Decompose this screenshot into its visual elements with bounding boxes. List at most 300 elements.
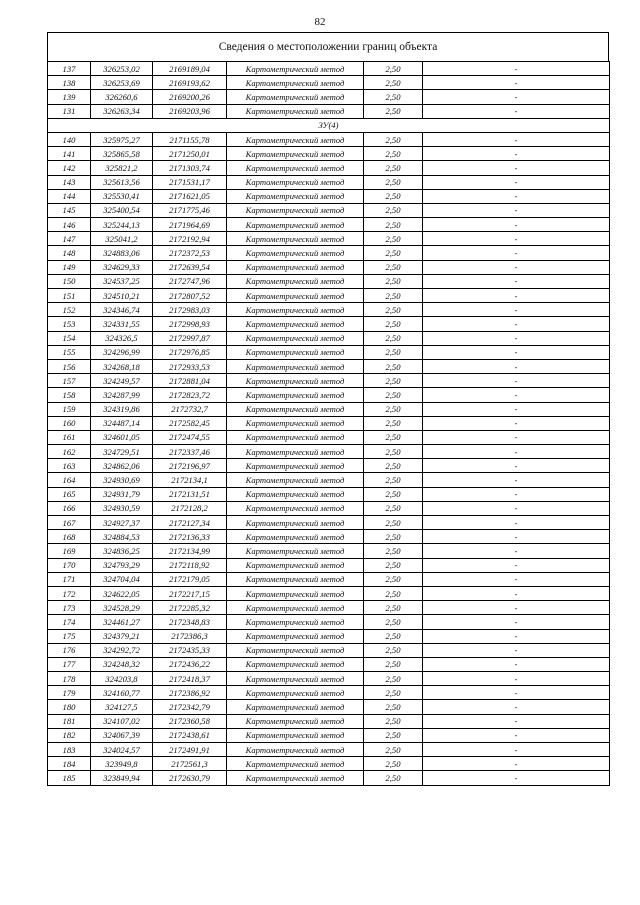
method-cell: Картометрический метод bbox=[227, 90, 364, 104]
y-coordinate-cell: 2171621,05 bbox=[153, 189, 227, 203]
point-number-cell: 156 bbox=[48, 359, 91, 373]
method-cell: Картометрический метод bbox=[227, 175, 364, 189]
y-coordinate-cell: 2172436,22 bbox=[153, 657, 227, 671]
note-cell: - bbox=[423, 501, 610, 515]
point-number-cell: 169 bbox=[48, 544, 91, 558]
note-cell: - bbox=[423, 672, 610, 686]
y-coordinate-cell: 2172474,55 bbox=[153, 430, 227, 444]
note-cell: - bbox=[423, 218, 610, 232]
method-cell: Картометрический метод bbox=[227, 345, 364, 359]
method-cell: Картометрический метод bbox=[227, 331, 364, 345]
x-coordinate-cell: 324296,99 bbox=[91, 345, 153, 359]
point-number-cell: 152 bbox=[48, 303, 91, 317]
method-cell: Картометрический метод bbox=[227, 203, 364, 217]
accuracy-cell: 2,50 bbox=[364, 700, 423, 714]
y-coordinate-cell: 2172118,92 bbox=[153, 558, 227, 572]
point-number-cell: 166 bbox=[48, 501, 91, 515]
y-coordinate-cell: 2171775,46 bbox=[153, 203, 227, 217]
accuracy-cell: 2,50 bbox=[364, 62, 423, 76]
x-coordinate-cell: 324379,21 bbox=[91, 629, 153, 643]
y-coordinate-cell: 2172342,79 bbox=[153, 700, 227, 714]
method-cell: Картометрический метод bbox=[227, 317, 364, 331]
x-coordinate-cell: 325530,41 bbox=[91, 189, 153, 203]
accuracy-cell: 2,50 bbox=[364, 218, 423, 232]
table-row bbox=[48, 76, 610, 90]
table-row bbox=[48, 388, 610, 402]
note-cell: - bbox=[423, 586, 610, 600]
y-coordinate-cell: 2172136,33 bbox=[153, 530, 227, 544]
table-row bbox=[48, 402, 610, 416]
x-coordinate-cell: 325975,27 bbox=[91, 132, 153, 146]
y-coordinate-cell: 2172639,54 bbox=[153, 260, 227, 274]
note-cell: - bbox=[423, 203, 610, 217]
point-number-cell: 147 bbox=[48, 232, 91, 246]
note-cell: - bbox=[423, 374, 610, 388]
table-row bbox=[48, 232, 610, 246]
y-coordinate-cell: 2172561,3 bbox=[153, 757, 227, 771]
point-number-cell: 176 bbox=[48, 643, 91, 657]
accuracy-cell: 2,50 bbox=[364, 714, 423, 728]
coordinates-table-body bbox=[48, 62, 610, 786]
table-row bbox=[48, 516, 610, 530]
y-coordinate-cell: 2172630,79 bbox=[153, 771, 227, 785]
method-cell: Картометрический метод bbox=[227, 728, 364, 742]
point-number-cell: 170 bbox=[48, 558, 91, 572]
table-row bbox=[48, 260, 610, 274]
y-coordinate-cell: 2169189,04 bbox=[153, 62, 227, 76]
x-coordinate-cell: 324528,29 bbox=[91, 601, 153, 615]
x-coordinate-cell: 324793,29 bbox=[91, 558, 153, 572]
coordinates-table bbox=[47, 61, 610, 786]
accuracy-cell: 2,50 bbox=[364, 289, 423, 303]
table-row bbox=[48, 161, 610, 175]
x-coordinate-cell: 325613,56 bbox=[91, 175, 153, 189]
note-cell: - bbox=[423, 700, 610, 714]
accuracy-cell: 2,50 bbox=[364, 643, 423, 657]
table-row bbox=[48, 132, 610, 146]
method-cell: Картометрический метод bbox=[227, 161, 364, 175]
x-coordinate-cell: 324319,86 bbox=[91, 402, 153, 416]
x-coordinate-cell: 324292,72 bbox=[91, 643, 153, 657]
point-number-cell: 162 bbox=[48, 445, 91, 459]
y-coordinate-cell: 2172360,58 bbox=[153, 714, 227, 728]
accuracy-cell: 2,50 bbox=[364, 728, 423, 742]
accuracy-cell: 2,50 bbox=[364, 203, 423, 217]
point-number-cell: 143 bbox=[48, 175, 91, 189]
method-cell: Картометрический метод bbox=[227, 601, 364, 615]
point-number-cell: 165 bbox=[48, 487, 91, 501]
y-coordinate-cell: 2172128,2 bbox=[153, 501, 227, 515]
method-cell: Картометрический метод bbox=[227, 189, 364, 203]
method-cell: Картометрический метод bbox=[227, 686, 364, 700]
note-cell: - bbox=[423, 601, 610, 615]
y-coordinate-cell: 2172192,94 bbox=[153, 232, 227, 246]
y-coordinate-cell: 2172337,46 bbox=[153, 445, 227, 459]
method-cell: Картометрический метод bbox=[227, 530, 364, 544]
y-coordinate-cell: 2172285,32 bbox=[153, 601, 227, 615]
table-row bbox=[48, 289, 610, 303]
accuracy-cell: 2,50 bbox=[364, 544, 423, 558]
y-coordinate-cell: 2172998,93 bbox=[153, 317, 227, 331]
method-cell: Картометрический метод bbox=[227, 459, 364, 473]
table-row bbox=[48, 459, 610, 473]
y-coordinate-cell: 2172976,85 bbox=[153, 345, 227, 359]
table-row bbox=[48, 359, 610, 373]
point-number-cell: 183 bbox=[48, 743, 91, 757]
method-cell: Картометрический метод bbox=[227, 572, 364, 586]
method-cell: Картометрический метод bbox=[227, 672, 364, 686]
note-cell: - bbox=[423, 572, 610, 586]
note-cell: - bbox=[423, 445, 610, 459]
table-row bbox=[48, 317, 610, 331]
y-coordinate-cell: 2172747,96 bbox=[153, 274, 227, 288]
method-cell: Картометрический метод bbox=[227, 643, 364, 657]
accuracy-cell: 2,50 bbox=[364, 416, 423, 430]
method-cell: Картометрический метод bbox=[227, 757, 364, 771]
method-cell: Картометрический метод bbox=[227, 771, 364, 785]
note-cell: - bbox=[423, 487, 610, 501]
method-cell: Картометрический метод bbox=[227, 416, 364, 430]
x-coordinate-cell: 324930,59 bbox=[91, 501, 153, 515]
point-number-cell: 179 bbox=[48, 686, 91, 700]
note-cell: - bbox=[423, 771, 610, 785]
table-row bbox=[48, 473, 610, 487]
point-number-cell: 137 bbox=[48, 62, 91, 76]
x-coordinate-cell: 325821,2 bbox=[91, 161, 153, 175]
x-coordinate-cell: 324510,21 bbox=[91, 289, 153, 303]
note-cell: - bbox=[423, 629, 610, 643]
note-cell: - bbox=[423, 530, 610, 544]
method-cell: Картометрический метод bbox=[227, 232, 364, 246]
method-cell: Картометрический метод bbox=[227, 76, 364, 90]
method-cell: Картометрический метод bbox=[227, 274, 364, 288]
point-number-cell: 177 bbox=[48, 657, 91, 671]
y-coordinate-cell: 2171531,17 bbox=[153, 175, 227, 189]
y-coordinate-cell: 2171155,78 bbox=[153, 132, 227, 146]
y-coordinate-cell: 2172491,91 bbox=[153, 743, 227, 757]
point-number-cell: 142 bbox=[48, 161, 91, 175]
point-number-cell: 172 bbox=[48, 586, 91, 600]
accuracy-cell: 2,50 bbox=[364, 771, 423, 785]
table-row bbox=[48, 544, 610, 558]
x-coordinate-cell: 324024,57 bbox=[91, 743, 153, 757]
note-cell: - bbox=[423, 274, 610, 288]
note-cell: - bbox=[423, 331, 610, 345]
y-coordinate-cell: 2172196,97 bbox=[153, 459, 227, 473]
x-coordinate-cell: 323849,94 bbox=[91, 771, 153, 785]
x-coordinate-cell: 324927,37 bbox=[91, 516, 153, 530]
x-coordinate-cell: 324729,51 bbox=[91, 445, 153, 459]
accuracy-cell: 2,50 bbox=[364, 147, 423, 161]
note-cell: - bbox=[423, 416, 610, 430]
table-row bbox=[48, 331, 610, 345]
x-coordinate-cell: 324883,06 bbox=[91, 246, 153, 260]
x-coordinate-cell: 326260,6 bbox=[91, 90, 153, 104]
point-number-cell: 131 bbox=[48, 104, 91, 118]
note-cell: - bbox=[423, 246, 610, 260]
accuracy-cell: 2,50 bbox=[364, 345, 423, 359]
method-cell: Картометрический метод bbox=[227, 743, 364, 757]
note-cell: - bbox=[423, 161, 610, 175]
table-row bbox=[48, 203, 610, 217]
note-cell: - bbox=[423, 303, 610, 317]
x-coordinate-cell: 324067,39 bbox=[91, 728, 153, 742]
table-row bbox=[48, 303, 610, 317]
note-cell: - bbox=[423, 558, 610, 572]
table-row bbox=[48, 147, 610, 161]
x-coordinate-cell: 324107,02 bbox=[91, 714, 153, 728]
y-coordinate-cell: 2172179,05 bbox=[153, 572, 227, 586]
table-row bbox=[48, 643, 610, 657]
x-coordinate-cell: 324836,25 bbox=[91, 544, 153, 558]
table-row bbox=[48, 572, 610, 586]
accuracy-cell: 2,50 bbox=[364, 260, 423, 274]
note-cell: - bbox=[423, 516, 610, 530]
note-cell: - bbox=[423, 388, 610, 402]
note-cell: - bbox=[423, 90, 610, 104]
point-number-cell: 173 bbox=[48, 601, 91, 615]
x-coordinate-cell: 326263,34 bbox=[91, 104, 153, 118]
accuracy-cell: 2,50 bbox=[364, 487, 423, 501]
x-coordinate-cell: 324287,99 bbox=[91, 388, 153, 402]
accuracy-cell: 2,50 bbox=[364, 374, 423, 388]
note-cell: - bbox=[423, 757, 610, 771]
point-number-cell: 149 bbox=[48, 260, 91, 274]
y-coordinate-cell: 2171250,01 bbox=[153, 147, 227, 161]
accuracy-cell: 2,50 bbox=[364, 402, 423, 416]
y-coordinate-cell: 2172386,92 bbox=[153, 686, 227, 700]
point-number-cell: 154 bbox=[48, 331, 91, 345]
accuracy-cell: 2,50 bbox=[364, 175, 423, 189]
accuracy-cell: 2,50 bbox=[364, 757, 423, 771]
table-row bbox=[48, 686, 610, 700]
accuracy-cell: 2,50 bbox=[364, 317, 423, 331]
accuracy-cell: 2,50 bbox=[364, 686, 423, 700]
point-number-cell: 180 bbox=[48, 700, 91, 714]
table-row bbox=[48, 175, 610, 189]
method-cell: Картометрический метод bbox=[227, 104, 364, 118]
y-coordinate-cell: 2172823,72 bbox=[153, 388, 227, 402]
accuracy-cell: 2,50 bbox=[364, 445, 423, 459]
method-cell: Картометрический метод bbox=[227, 289, 364, 303]
x-coordinate-cell: 324622,05 bbox=[91, 586, 153, 600]
point-number-cell: 158 bbox=[48, 388, 91, 402]
accuracy-cell: 2,50 bbox=[364, 601, 423, 615]
table-row bbox=[48, 586, 610, 600]
method-cell: Картометрический метод bbox=[227, 487, 364, 501]
point-number-cell: 175 bbox=[48, 629, 91, 643]
y-coordinate-cell: 2172732,7 bbox=[153, 402, 227, 416]
x-coordinate-cell: 324249,57 bbox=[91, 374, 153, 388]
note-cell: - bbox=[423, 402, 610, 416]
y-coordinate-cell: 2172807,52 bbox=[153, 289, 227, 303]
note-cell: - bbox=[423, 147, 610, 161]
table-row bbox=[48, 601, 610, 615]
method-cell: Картометрический метод bbox=[227, 430, 364, 444]
y-coordinate-cell: 2172418,37 bbox=[153, 672, 227, 686]
x-coordinate-cell: 325244,13 bbox=[91, 218, 153, 232]
accuracy-cell: 2,50 bbox=[364, 501, 423, 515]
note-cell: - bbox=[423, 189, 610, 203]
point-number-cell: 160 bbox=[48, 416, 91, 430]
point-number-cell: 151 bbox=[48, 289, 91, 303]
table-row bbox=[48, 615, 610, 629]
page-number: 82 bbox=[314, 16, 326, 28]
y-coordinate-cell: 2169200,26 bbox=[153, 90, 227, 104]
method-cell: Картометрический метод bbox=[227, 558, 364, 572]
table-row bbox=[48, 743, 610, 757]
section-label: ЗУ(4) bbox=[48, 118, 610, 132]
y-coordinate-cell: 2172348,83 bbox=[153, 615, 227, 629]
method-cell: Картометрический метод bbox=[227, 147, 364, 161]
point-number-cell: 138 bbox=[48, 76, 91, 90]
accuracy-cell: 2,50 bbox=[364, 246, 423, 260]
x-coordinate-cell: 325400,54 bbox=[91, 203, 153, 217]
method-cell: Картометрический метод bbox=[227, 374, 364, 388]
table-row bbox=[48, 430, 610, 444]
accuracy-cell: 2,50 bbox=[364, 132, 423, 146]
method-cell: Картометрический метод bbox=[227, 501, 364, 515]
accuracy-cell: 2,50 bbox=[364, 672, 423, 686]
accuracy-cell: 2,50 bbox=[364, 743, 423, 757]
note-cell: - bbox=[423, 430, 610, 444]
x-coordinate-cell: 324930,69 bbox=[91, 473, 153, 487]
accuracy-cell: 2,50 bbox=[364, 459, 423, 473]
x-coordinate-cell: 324862,06 bbox=[91, 459, 153, 473]
accuracy-cell: 2,50 bbox=[364, 586, 423, 600]
point-number-cell: 163 bbox=[48, 459, 91, 473]
note-cell: - bbox=[423, 459, 610, 473]
accuracy-cell: 2,50 bbox=[364, 104, 423, 118]
note-cell: - bbox=[423, 260, 610, 274]
y-coordinate-cell: 2172134,1 bbox=[153, 473, 227, 487]
method-cell: Картометрический метод bbox=[227, 260, 364, 274]
method-cell: Картометрический метод bbox=[227, 700, 364, 714]
table-row bbox=[48, 714, 610, 728]
table-row bbox=[48, 530, 610, 544]
y-coordinate-cell: 2172435,33 bbox=[153, 643, 227, 657]
x-coordinate-cell: 324248,32 bbox=[91, 657, 153, 671]
accuracy-cell: 2,50 bbox=[364, 90, 423, 104]
table-row bbox=[48, 700, 610, 714]
x-coordinate-cell: 325041,2 bbox=[91, 232, 153, 246]
x-coordinate-cell: 325865,58 bbox=[91, 147, 153, 161]
point-number-cell: 168 bbox=[48, 530, 91, 544]
point-number-cell: 139 bbox=[48, 90, 91, 104]
y-coordinate-cell: 2172386,3 bbox=[153, 629, 227, 643]
note-cell: - bbox=[423, 714, 610, 728]
point-number-cell: 161 bbox=[48, 430, 91, 444]
y-coordinate-cell: 2172134,99 bbox=[153, 544, 227, 558]
point-number-cell: 178 bbox=[48, 672, 91, 686]
note-cell: - bbox=[423, 743, 610, 757]
x-coordinate-cell: 324331,55 bbox=[91, 317, 153, 331]
point-number-cell: 145 bbox=[48, 203, 91, 217]
x-coordinate-cell: 324346,74 bbox=[91, 303, 153, 317]
table-row bbox=[48, 629, 610, 643]
note-cell: - bbox=[423, 359, 610, 373]
table-row bbox=[48, 771, 610, 785]
x-coordinate-cell: 324160,77 bbox=[91, 686, 153, 700]
table-row bbox=[48, 672, 610, 686]
accuracy-cell: 2,50 bbox=[364, 615, 423, 629]
y-coordinate-cell: 2172582,45 bbox=[153, 416, 227, 430]
section-row bbox=[48, 118, 610, 132]
note-cell: - bbox=[423, 643, 610, 657]
accuracy-cell: 2,50 bbox=[364, 161, 423, 175]
table-row bbox=[48, 218, 610, 232]
method-cell: Картометрический метод bbox=[227, 586, 364, 600]
table-row bbox=[48, 374, 610, 388]
point-number-cell: 140 bbox=[48, 132, 91, 146]
method-cell: Картометрический метод bbox=[227, 629, 364, 643]
point-number-cell: 144 bbox=[48, 189, 91, 203]
x-coordinate-cell: 324884,53 bbox=[91, 530, 153, 544]
point-number-cell: 184 bbox=[48, 757, 91, 771]
note-cell: - bbox=[423, 686, 610, 700]
accuracy-cell: 2,50 bbox=[364, 189, 423, 203]
table-row bbox=[48, 104, 610, 118]
point-number-cell: 171 bbox=[48, 572, 91, 586]
y-coordinate-cell: 2172997,87 bbox=[153, 331, 227, 345]
method-cell: Картометрический метод bbox=[227, 544, 364, 558]
accuracy-cell: 2,50 bbox=[364, 473, 423, 487]
accuracy-cell: 2,50 bbox=[364, 629, 423, 643]
point-number-cell: 153 bbox=[48, 317, 91, 331]
note-cell: - bbox=[423, 289, 610, 303]
note-cell: - bbox=[423, 76, 610, 90]
accuracy-cell: 2,50 bbox=[364, 232, 423, 246]
method-cell: Картометрический метод bbox=[227, 445, 364, 459]
note-cell: - bbox=[423, 473, 610, 487]
point-number-cell: 141 bbox=[48, 147, 91, 161]
x-coordinate-cell: 324326,5 bbox=[91, 331, 153, 345]
method-cell: Картометрический метод bbox=[227, 246, 364, 260]
method-cell: Картометрический метод bbox=[227, 218, 364, 232]
point-number-cell: 148 bbox=[48, 246, 91, 260]
x-coordinate-cell: 324487,14 bbox=[91, 416, 153, 430]
point-number-cell: 174 bbox=[48, 615, 91, 629]
point-number-cell: 157 bbox=[48, 374, 91, 388]
point-number-cell: 164 bbox=[48, 473, 91, 487]
y-coordinate-cell: 2172372,53 bbox=[153, 246, 227, 260]
y-coordinate-cell: 2172217,15 bbox=[153, 586, 227, 600]
table-row bbox=[48, 487, 610, 501]
point-number-cell: 155 bbox=[48, 345, 91, 359]
note-cell: - bbox=[423, 232, 610, 246]
y-coordinate-cell: 2172438,61 bbox=[153, 728, 227, 742]
note-cell: - bbox=[423, 345, 610, 359]
x-coordinate-cell: 324461,27 bbox=[91, 615, 153, 629]
boundary-table-container bbox=[47, 32, 609, 786]
y-coordinate-cell: 2172127,34 bbox=[153, 516, 227, 530]
note-cell: - bbox=[423, 615, 610, 629]
note-cell: - bbox=[423, 104, 610, 118]
note-cell: - bbox=[423, 728, 610, 742]
note-cell: - bbox=[423, 317, 610, 331]
method-cell: Картометрический метод bbox=[227, 388, 364, 402]
note-cell: - bbox=[423, 657, 610, 671]
y-coordinate-cell: 2169203,96 bbox=[153, 104, 227, 118]
note-cell: - bbox=[423, 175, 610, 189]
point-number-cell: 182 bbox=[48, 728, 91, 742]
y-coordinate-cell: 2171964,69 bbox=[153, 218, 227, 232]
table-row bbox=[48, 728, 610, 742]
accuracy-cell: 2,50 bbox=[364, 430, 423, 444]
accuracy-cell: 2,50 bbox=[364, 657, 423, 671]
point-number-cell: 150 bbox=[48, 274, 91, 288]
point-number-cell: 146 bbox=[48, 218, 91, 232]
